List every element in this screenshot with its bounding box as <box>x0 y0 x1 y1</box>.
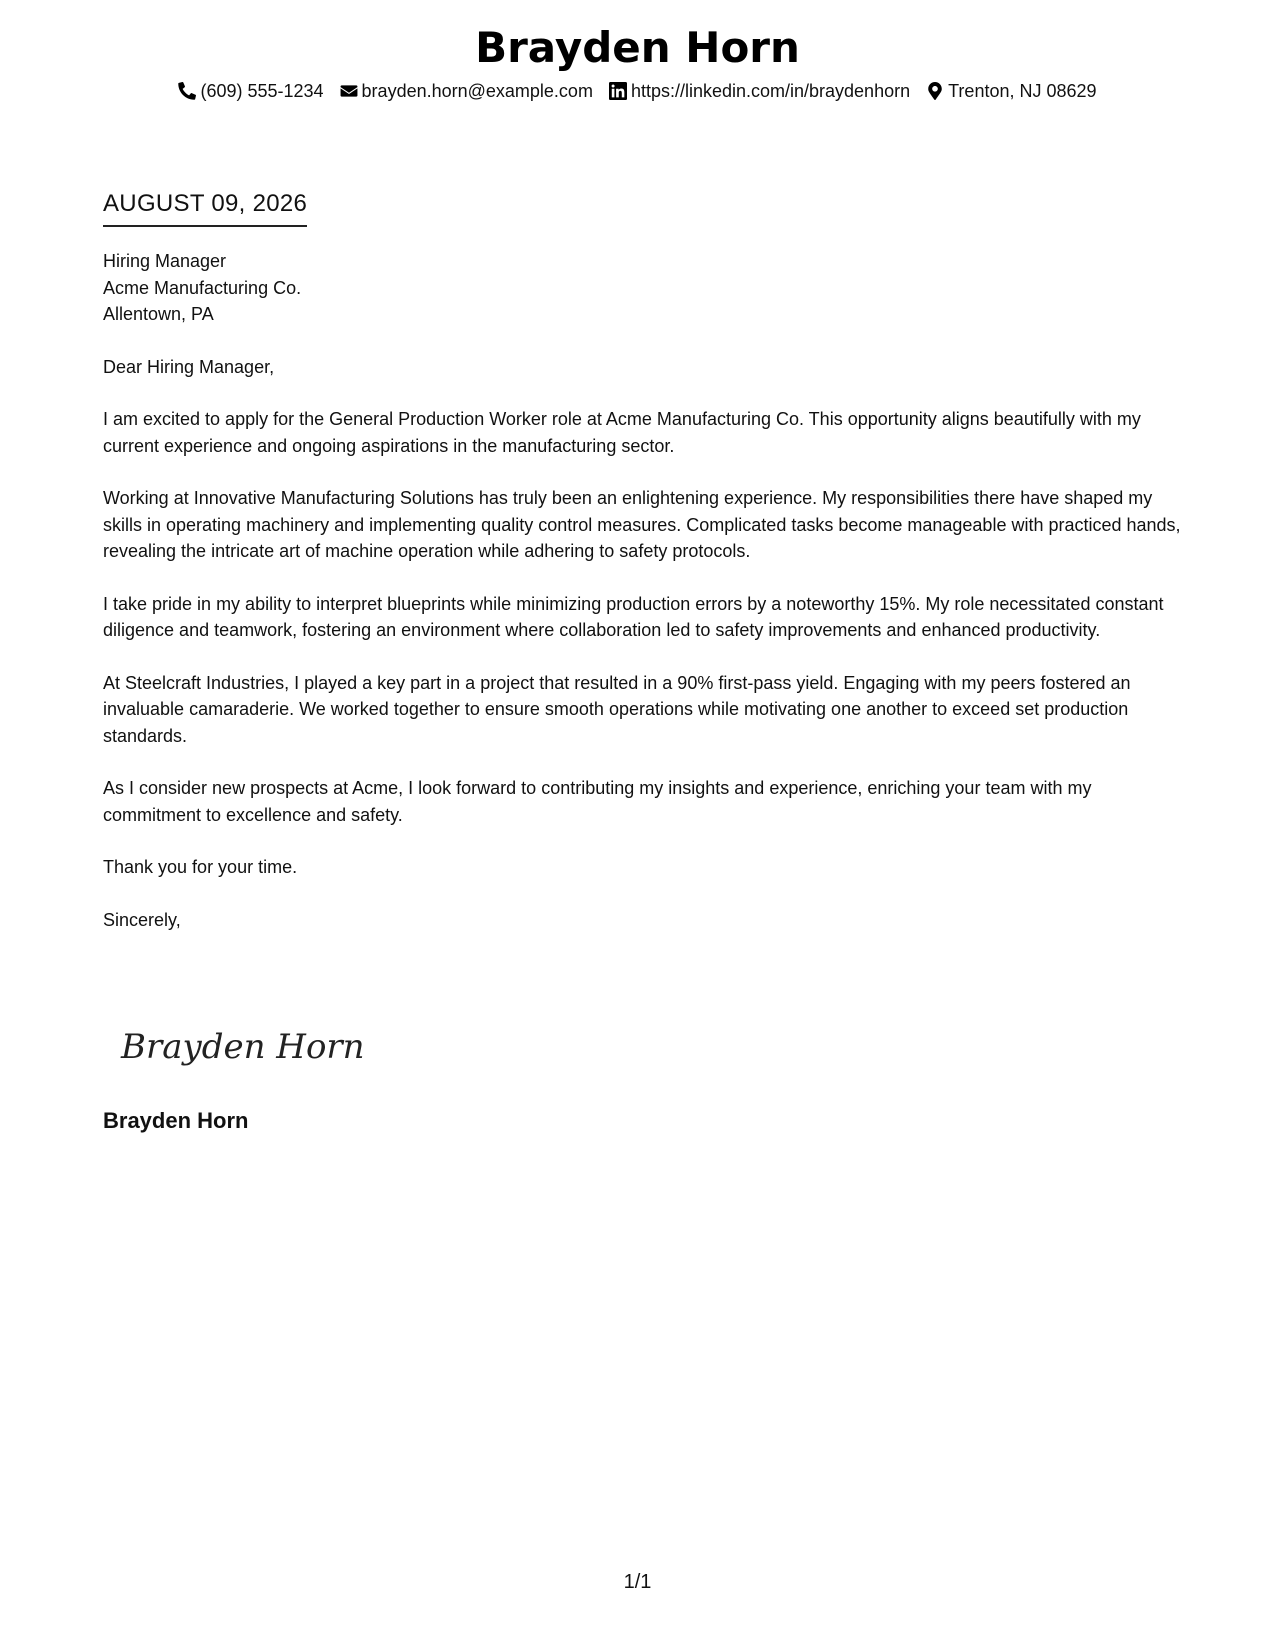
linkedin-text: https://linkedin.com/in/braydenhorn <box>630 81 911 101</box>
paragraph-thanks: Thank you for your time. <box>103 857 298 877</box>
contact-location <box>926 78 1096 104</box>
page-number: 1/1 <box>623 1571 652 1593</box>
location-text: Trenton, NJ 08629 <box>948 81 1097 101</box>
letter-body <box>103 248 1183 959</box>
recipient-block <box>103 248 1183 328</box>
phone-text: (609) 555-1234 <box>200 81 324 101</box>
signature-text: Brayden Horn <box>121 1027 365 1067</box>
signature-image <box>115 1010 375 1080</box>
envelope-icon <box>340 82 358 100</box>
linkedin-icon <box>609 82 627 100</box>
contact-line <box>0 78 1275 104</box>
email-text: brayden.horn@example.com <box>361 81 593 101</box>
letter-date: AUGUST 09, 2026 <box>103 188 307 227</box>
paragraph-intro: I am excited to apply for the General Production Worker role at Acme Manufacturing Co. This opportunity aligns beautifully with my current experience and ongoing aspirations in the manufacturing sector. <box>103 409 1141 456</box>
recipient-company: Acme Manufacturing Co. <box>103 277 302 298</box>
recipient-title: Hiring Manager <box>103 251 227 271</box>
contact-email <box>340 78 593 104</box>
map-pin-icon <box>926 82 944 100</box>
applicant-name-heading: Brayden Horn <box>475 23 800 72</box>
contact-phone <box>178 78 323 104</box>
paragraph-motivation: As I consider new prospects at Acme, I look forward to contributing my insights and experience, enriching your team with my commitment to excellence and safety. <box>103 778 1092 825</box>
paragraph-achievement: At Steelcraft Industries, I played a key part in a project that resulted in a 90% first-pass yield. Engaging with my peers fostered an invaluable camaraderie. We worked together to ensure smooth operations while motivating one another to exceed set production standards. <box>103 672 1131 746</box>
closing: Sincerely, <box>103 909 181 930</box>
phone-icon <box>178 82 196 100</box>
paragraph-skills: I take pride in my ability to interpret blueprints while minimizing production errors by a noteworthy 15%. My role necessitated constant diligence and teamwork, fostering an environment where collaboration led to safety improvements and enhanced productivity. <box>103 593 1164 640</box>
paragraph-experience: Working at Innovative Manufacturing Solutions has truly been an enlightening experience. My responsibilities there have shaped my skills in operating machinery and implementing quality control measures. Complicated tasks become manageable with practiced hands, revealing the intricate art of machine operation while adhering to safety protocols. <box>103 488 1181 561</box>
contact-linkedin <box>609 78 910 104</box>
recipient-location: Allentown, PA <box>103 304 214 324</box>
signer-name: Brayden Horn <box>103 1108 249 1133</box>
salutation: Dear Hiring Manager, <box>103 356 275 377</box>
